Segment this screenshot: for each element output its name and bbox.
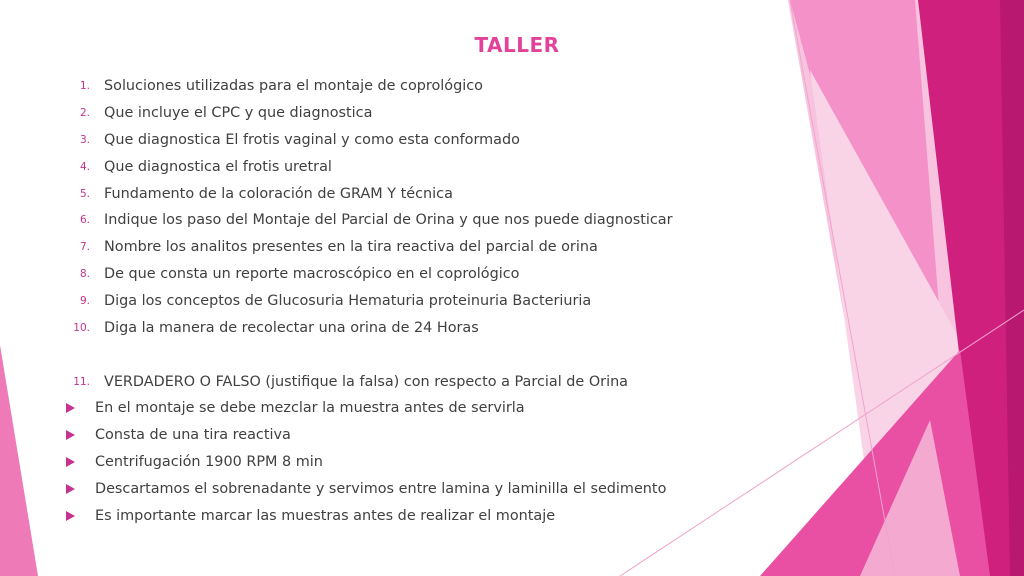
list-text: VERDADERO O FALSO (justifique la falsa) con respecto a Parcial de Orina [104, 374, 629, 390]
list-number: 5. [79, 188, 90, 200]
list-text: Nombre los analitos presentes en la tira reactiva del parcial de orina [104, 239, 598, 255]
triangle-bullet-icon [66, 484, 75, 494]
bullet-text: Descartamos el sobrenadante y servimos entre lamina y laminilla el sedimento [95, 481, 667, 497]
list-text: Diga los conceptos de Glucosuria Hematuria proteinuria Bacteriuria [104, 293, 592, 309]
list-text: Fundamento de la coloración de GRAM Y técnica [104, 186, 453, 202]
list-number: 8. [79, 268, 90, 280]
bullet-text: Es importante marcar las muestras antes de realizar el montaje [95, 508, 556, 524]
bullet-text: Centrifugación 1900 RPM 8 min [95, 454, 323, 470]
triangle-bullet-icon [66, 457, 75, 467]
list-number: 4. [79, 161, 90, 173]
list-text: Soluciones utilizadas para el montaje de coprológico [104, 78, 483, 94]
list-text: Diga la manera de recolectar una orina de 24 Horas [104, 320, 479, 336]
list-number: 3. [79, 134, 90, 146]
list-text: Que diagnostica el frotis uretral [104, 159, 332, 175]
list-number: 11. [73, 376, 90, 388]
list-text: Que diagnostica El frotis vaginal y como esta conformado [104, 132, 520, 148]
list-number: 7. [79, 241, 90, 253]
list-text: Indique los paso del Montaje del Parcial de Orina y que nos puede diagnosticar [104, 212, 673, 228]
triangle-bullet-icon [66, 511, 75, 521]
triangle-bullet-icon [66, 430, 75, 440]
triangle-bullet-icon [66, 403, 75, 413]
bullet-text: En el montaje se debe mezclar la muestra antes de servirla [95, 400, 525, 416]
list-number: 10. [73, 322, 90, 334]
list-text: Que incluye el CPC y que diagnostica [104, 105, 373, 121]
list-number: 2. [79, 107, 90, 119]
bullet-text: Consta de una tira reactiva [95, 427, 291, 443]
list-number: 9. [79, 295, 90, 307]
list-text: De que consta un reporte macroscópico en el coprológico [104, 266, 520, 282]
list-number: 1. [79, 80, 90, 92]
slide-title: TALLER [474, 33, 560, 57]
list-number: 6. [79, 214, 90, 226]
